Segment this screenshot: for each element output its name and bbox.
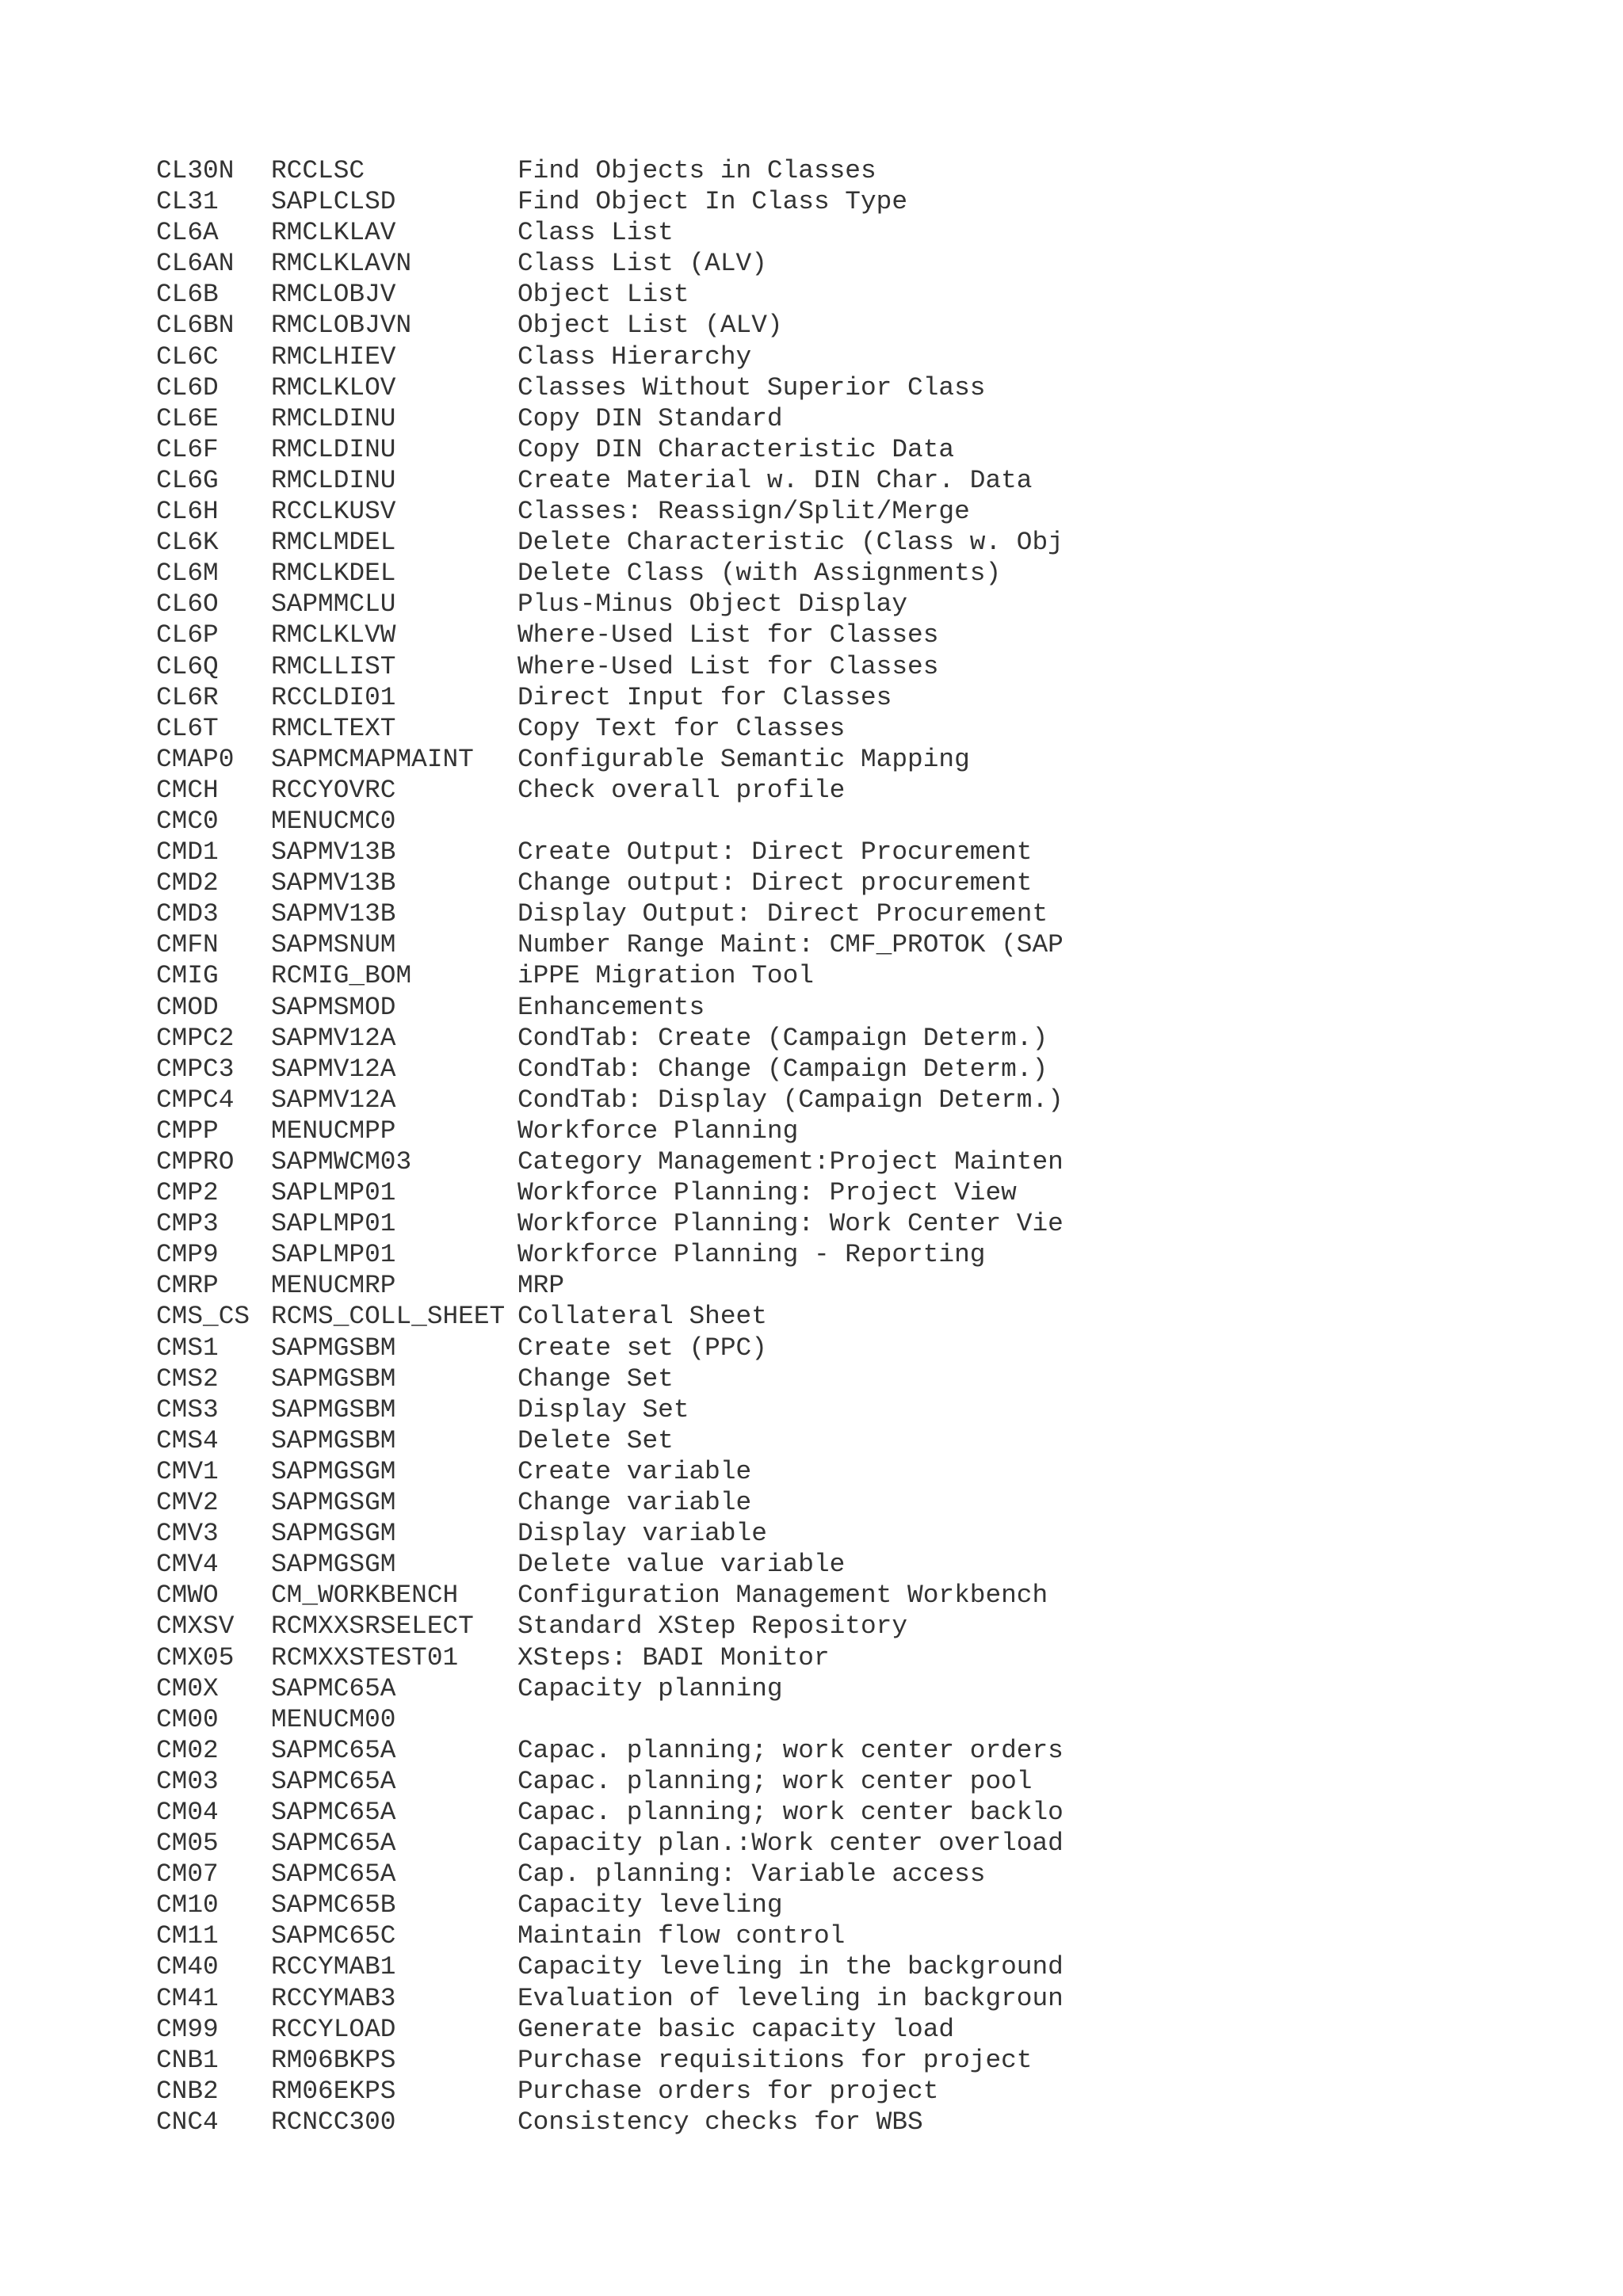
transaction-description: Check overall profile	[517, 775, 846, 805]
program-name: SAPMV12A	[271, 1023, 396, 1053]
transaction-description: Workforce Planning	[517, 1116, 799, 1146]
transaction-description: Capac. planning; work center orders	[517, 1735, 1064, 1765]
program-name: RCMS_COLL_SHEET	[271, 1302, 506, 1332]
program-name: RMCLTEXT	[271, 713, 396, 743]
transaction-description: Configuration Management Workbench	[517, 1581, 1048, 1611]
transaction-description: Delete Class (with Assignments)	[517, 559, 1002, 589]
transaction-description: Collateral Sheet	[517, 1302, 767, 1332]
program-name: SAPMC65A	[271, 1766, 396, 1796]
transaction-code: CMV2	[156, 1488, 219, 1518]
transaction-code: CMV3	[156, 1519, 219, 1549]
program-name: SAPMV13B	[271, 837, 396, 868]
transaction-description: Delete Set	[517, 1425, 674, 1455]
program-name: SAPMGSBM	[271, 1425, 396, 1455]
transaction-code: CL6B	[156, 280, 219, 310]
transaction-code: CNB1	[156, 2045, 219, 2075]
transaction-code: CMPC2	[156, 1023, 235, 1053]
program-name: MENUCM00	[271, 1704, 396, 1734]
transaction-description: Workforce Planning: Project View	[517, 1178, 1017, 1208]
transaction-code: CMWO	[156, 1581, 219, 1611]
transaction-code: CMP3	[156, 1209, 219, 1239]
transaction-code: CMX05	[156, 1642, 235, 1672]
transaction-code: CL6Q	[156, 651, 219, 681]
transaction-code: CL6M	[156, 559, 219, 589]
transaction-code: CL30N	[156, 156, 235, 185]
transaction-code: CL6T	[156, 713, 219, 743]
transaction-code: CMXSV	[156, 1611, 235, 1642]
program-name: SAPMGSBM	[271, 1333, 396, 1363]
transaction-code: CM05	[156, 1829, 219, 1859]
program-name: RCCLDI01	[271, 682, 396, 712]
program-name: SAPMC65A	[271, 1829, 396, 1859]
program-name: RCMXXSTEST01	[271, 1642, 459, 1672]
program-name: MENUCMC0	[271, 806, 396, 836]
transaction-code: CM40	[156, 1952, 219, 1982]
transaction-description: Create set (PPC)	[517, 1333, 767, 1363]
transaction-description: Capacity leveling	[517, 1890, 783, 1920]
program-name: SAPMV12A	[271, 1054, 396, 1084]
program-name: RMCLKLAV	[271, 218, 396, 248]
transaction-description: Maintain flow control	[517, 1921, 846, 1951]
program-name: SAPMV13B	[271, 868, 396, 898]
transaction-code: CL6D	[156, 372, 219, 402]
transaction-description: Display Output: Direct Procurement	[517, 899, 1048, 929]
transaction-description: Purchase orders for project	[517, 2076, 939, 2106]
program-name: SAPMC65C	[271, 1921, 396, 1951]
transaction-code: CMAP0	[156, 744, 235, 774]
transaction-description: Workforce Planning - Reporting	[517, 1240, 986, 1270]
transaction-description: Delete Characteristic (Class w. Obj	[517, 528, 1064, 558]
transaction-description: Find Object In Class Type	[517, 187, 908, 217]
transaction-code: CMV1	[156, 1456, 219, 1486]
transaction-code: CM11	[156, 1921, 219, 1951]
transaction-code: CMP2	[156, 1178, 219, 1208]
transaction-description: Find Objects in Classes	[517, 156, 876, 185]
transaction-description: Change variable	[517, 1488, 752, 1518]
transaction-code: CMPC4	[156, 1085, 235, 1115]
transaction-code: CMS_CS	[156, 1302, 250, 1332]
program-name: SAPMV12A	[271, 1085, 396, 1115]
program-name: RCCYOVRC	[271, 775, 396, 805]
transaction-description: Capac. planning; work center pool	[517, 1766, 1033, 1796]
transaction-description: Where-Used List for Classes	[517, 651, 939, 681]
transaction-code: CL6R	[156, 682, 219, 712]
transaction-code: CMD3	[156, 899, 219, 929]
program-name: SAPMV13B	[271, 899, 396, 929]
transaction-code: CMRP	[156, 1271, 219, 1301]
program-name: SAPMC65A	[271, 1735, 396, 1765]
transaction-code: CMS4	[156, 1425, 219, 1455]
program-name: RCCLSC	[271, 156, 365, 185]
program-name: RCMXXSRSELECT	[271, 1611, 474, 1642]
transaction-description: MRP	[517, 1271, 565, 1301]
transaction-description: Change Set	[517, 1363, 674, 1394]
transaction-description: Cap. planning: Variable access	[517, 1859, 986, 1890]
program-name: SAPMSMOD	[271, 992, 396, 1022]
program-name: RCCYLOAD	[271, 2014, 396, 2044]
transaction-description: Generate basic capacity load	[517, 2014, 955, 2044]
transaction-description: iPPE Migration Tool	[517, 961, 814, 991]
program-name: SAPMSNUM	[271, 930, 396, 960]
transaction-code: CM04	[156, 1797, 219, 1827]
transaction-description: Capac. planning; work center backlo	[517, 1797, 1064, 1827]
transaction-description: Enhancements	[517, 992, 705, 1022]
transaction-code: CNC4	[156, 2107, 219, 2137]
transaction-code: CL31	[156, 187, 219, 217]
program-name: MENUCMPP	[271, 1116, 396, 1146]
program-name: CM_WORKBENCH	[271, 1581, 459, 1611]
transaction-description: Classes Without Superior Class	[517, 372, 986, 402]
program-name: RCNCC300	[271, 2107, 396, 2137]
program-name: RCCYMAB1	[271, 1952, 396, 1982]
transaction-code: CMIG	[156, 961, 219, 991]
transaction-code: CMCH	[156, 775, 219, 805]
transaction-description: Where-Used List for Classes	[517, 620, 939, 650]
program-name: RMCLKDEL	[271, 559, 396, 589]
transaction-description: Display Set	[517, 1394, 689, 1425]
transaction-code: CL6H	[156, 497, 219, 527]
transaction-code: CMS3	[156, 1394, 219, 1425]
program-name: SAPLMP01	[271, 1178, 396, 1208]
program-name: SAPMGSBM	[271, 1394, 396, 1425]
transaction-code: CMD1	[156, 837, 219, 868]
program-name: RMCLDINU	[271, 434, 396, 464]
transaction-code: CMS1	[156, 1333, 219, 1363]
transaction-description: Copy Text for Classes	[517, 713, 846, 743]
transaction-code: CL6G	[156, 465, 219, 495]
program-name: RMCLKLAVN	[271, 249, 412, 279]
transaction-code: CMD2	[156, 868, 219, 898]
program-name: RCCYMAB3	[271, 1983, 396, 2013]
transaction-code: CM02	[156, 1735, 219, 1765]
transaction-code: CL6C	[156, 341, 219, 372]
program-name: RM06EKPS	[271, 2076, 396, 2106]
program-name: SAPMGSGM	[271, 1456, 396, 1486]
transaction-description: Object List (ALV)	[517, 311, 783, 341]
program-name: RMCLDINU	[271, 465, 396, 495]
transaction-code: CM41	[156, 1983, 219, 2013]
transaction-code: CL6BN	[156, 311, 235, 341]
transaction-code: CM10	[156, 1890, 219, 1920]
transaction-description: Capacity leveling in the background	[517, 1952, 1064, 1982]
transaction-code: CMS2	[156, 1363, 219, 1394]
transaction-description: Standard XStep Repository	[517, 1611, 908, 1642]
transaction-code: CL6F	[156, 434, 219, 464]
program-name: RMCLKLVW	[271, 620, 396, 650]
transaction-description: Direct Input for Classes	[517, 682, 892, 712]
program-name: RMCLMDEL	[271, 528, 396, 558]
program-name: SAPMGSGM	[271, 1519, 396, 1549]
transaction-code: CL6K	[156, 528, 219, 558]
transaction-code: CM07	[156, 1859, 219, 1890]
transaction-description: Category Management:Project Mainten	[517, 1147, 1064, 1177]
transaction-description: Consistency checks for WBS	[517, 2107, 923, 2137]
transaction-code: CL6P	[156, 620, 219, 650]
transaction-code: CL6E	[156, 403, 219, 433]
transaction-code: CM00	[156, 1704, 219, 1734]
transaction-description: Create variable	[517, 1456, 752, 1486]
transaction-description: Workforce Planning: Work Center Vie	[517, 1209, 1064, 1239]
program-name: RMCLOBJVN	[271, 311, 412, 341]
program-name: SAPMGSGM	[271, 1488, 396, 1518]
program-name: RMCLOBJV	[271, 280, 396, 310]
transaction-description: Evaluation of leveling in backgroun	[517, 1983, 1064, 2013]
program-name: RCCLKUSV	[271, 497, 396, 527]
transaction-code: CM99	[156, 2014, 219, 2044]
transaction-code: CL6A	[156, 218, 219, 248]
program-name: RM06BKPS	[271, 2045, 396, 2075]
program-name: RMCLDINU	[271, 403, 396, 433]
transaction-description: Change output: Direct procurement	[517, 868, 1033, 898]
program-name: SAPMMCLU	[271, 589, 396, 620]
transaction-code: CM0X	[156, 1673, 219, 1703]
transaction-code: CMV4	[156, 1550, 219, 1580]
program-name: SAPMGSBM	[271, 1363, 396, 1394]
transaction-description: Copy DIN Characteristic Data	[517, 434, 955, 464]
transaction-description: CondTab: Change (Campaign Determ.)	[517, 1054, 1048, 1084]
program-name: SAPLMP01	[271, 1240, 396, 1270]
transaction-code: CNB2	[156, 2076, 219, 2106]
program-name: SAPMC65B	[271, 1890, 396, 1920]
transaction-description: Plus-Minus Object Display	[517, 589, 908, 620]
transaction-description: Configurable Semantic Mapping	[517, 744, 970, 774]
transaction-description: Create Material w. DIN Char. Data	[517, 465, 1033, 495]
transaction-code: CMPP	[156, 1116, 219, 1146]
transaction-description: Purchase requisitions for project	[517, 2045, 1033, 2075]
program-name: RMCLKLOV	[271, 372, 396, 402]
transaction-code: CMFN	[156, 930, 219, 960]
program-name: SAPMGSGM	[271, 1550, 396, 1580]
transaction-code: CL6O	[156, 589, 219, 620]
transaction-description: Object List	[517, 280, 689, 310]
transaction-code: CL6AN	[156, 249, 235, 279]
transaction-code: CMPRO	[156, 1147, 235, 1177]
transaction-description: Copy DIN Standard	[517, 403, 783, 433]
transaction-code: CMOD	[156, 992, 219, 1022]
transaction-description: Capacity plan.:Work center overload	[517, 1829, 1064, 1859]
transaction-description: Capacity planning	[517, 1673, 783, 1703]
program-name: SAPMC65A	[271, 1859, 396, 1890]
transaction-description: CondTab: Display (Campaign Determ.)	[517, 1085, 1064, 1115]
transaction-code: CM03	[156, 1766, 219, 1796]
program-name: SAPMWCM03	[271, 1147, 412, 1177]
program-name: RMCLHIEV	[271, 341, 396, 372]
program-name: MENUCMRP	[271, 1271, 396, 1301]
program-name: SAPMC65A	[271, 1673, 396, 1703]
transaction-description: XSteps: BADI Monitor	[517, 1642, 830, 1672]
program-name: RMCLLIST	[271, 651, 396, 681]
transaction-description: Create Output: Direct Procurement	[517, 837, 1033, 868]
transaction-description: Class List (ALV)	[517, 249, 767, 279]
transaction-code: CMPC3	[156, 1054, 235, 1084]
transaction-description: CondTab: Create (Campaign Determ.)	[517, 1023, 1048, 1053]
program-name: SAPMCMAPMAINT	[271, 744, 474, 774]
transaction-code: CMP9	[156, 1240, 219, 1270]
transaction-description: Classes: Reassign/Split/Merge	[517, 497, 970, 527]
transaction-code: CMC0	[156, 806, 219, 836]
transaction-description: Display variable	[517, 1519, 767, 1549]
program-name: SAPLMP01	[271, 1209, 396, 1239]
transaction-description: Delete value variable	[517, 1550, 846, 1580]
program-name: SAPMC65A	[271, 1797, 396, 1827]
transaction-description: Number Range Maint: CMF_PROTOK (SAP	[517, 930, 1064, 960]
transaction-description: Class List	[517, 218, 674, 248]
program-name: SAPLCLSD	[271, 187, 396, 217]
program-name: RCMIG_BOM	[271, 961, 412, 991]
transaction-description: Class Hierarchy	[517, 341, 752, 372]
